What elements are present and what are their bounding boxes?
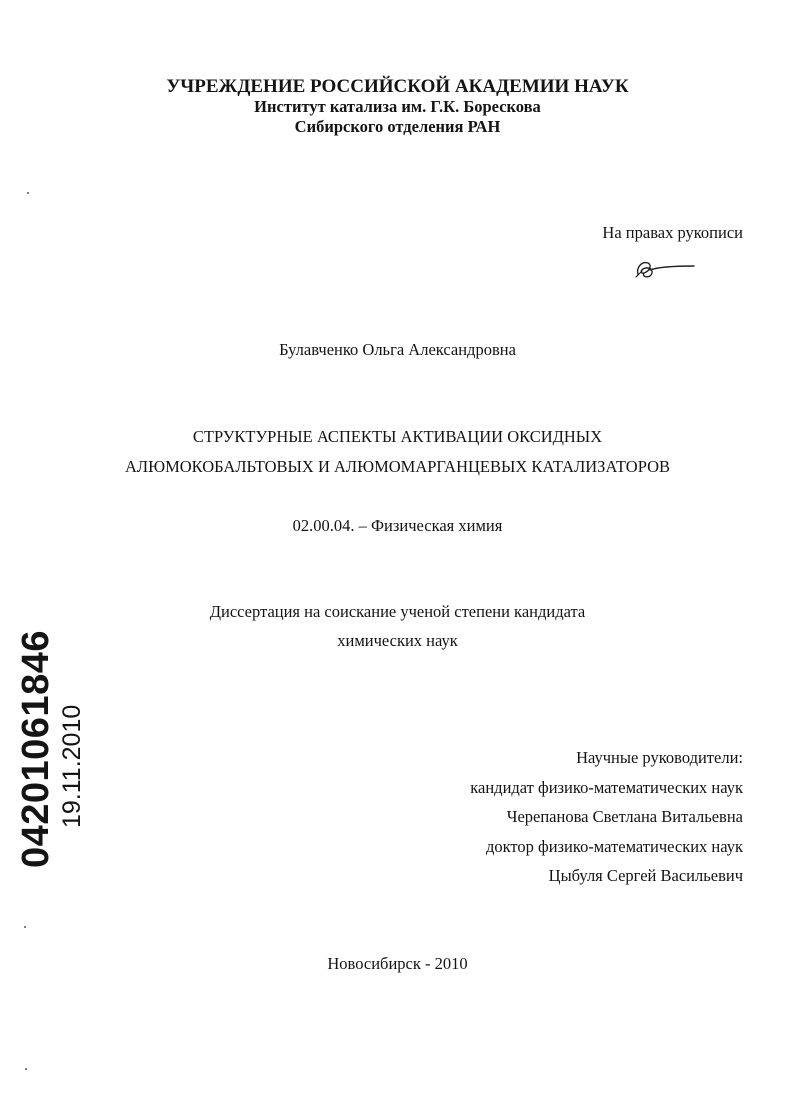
archive-stamp-date: 19.11.2010	[58, 704, 86, 828]
author-name: Булавченко Ольга Александровна	[279, 340, 516, 359]
institute-name: Институт катализа им. Г.К. Борескова	[254, 97, 541, 116]
degree-line1: Диссертация на соискание ученой степени кандидата	[209, 602, 586, 621]
archive-stamp-code: 04201061846	[15, 630, 57, 868]
thesis-title-line1: СТРУКТУРНЫЕ АСПЕКТЫ АКТИВАЦИИ ОКСИДНЫХ	[192, 427, 603, 446]
supervisor-2-name: Цыбуля Сергей Васильевич	[548, 866, 743, 885]
supervisor-2-degree: доктор физико-математических наук	[485, 837, 743, 856]
supervisor-1-degree: кандидат физико-математических наук	[470, 778, 743, 797]
institution-title: УЧРЕЖДЕНИЕ РОССИЙСКОЙ АКАДЕМИИ НАУК	[166, 76, 629, 97]
scan-speck	[27, 192, 29, 194]
manuscript-note: На правах рукописи	[602, 223, 743, 242]
scan-speck	[25, 1068, 27, 1070]
thesis-title-line2: АЛЮМОКОБАЛЬТОВЫХ И АЛЮМОМАРГАНЦЕВЫХ КАТАЛИЗАТОРОВ	[125, 457, 670, 476]
specialty: 02.00.04. – Физическая химия	[292, 516, 503, 535]
supervisors-heading: Научные руководители:	[576, 748, 743, 767]
degree-line2: химических наук	[337, 631, 458, 650]
signature-icon	[632, 255, 696, 281]
scan-speck	[24, 926, 26, 928]
branch-name: Сибирского отделения РАН	[294, 117, 501, 136]
city-year: Новосибирск - 2010	[327, 954, 468, 973]
supervisor-1-name: Черепанова Светлана Витальевна	[506, 807, 743, 826]
